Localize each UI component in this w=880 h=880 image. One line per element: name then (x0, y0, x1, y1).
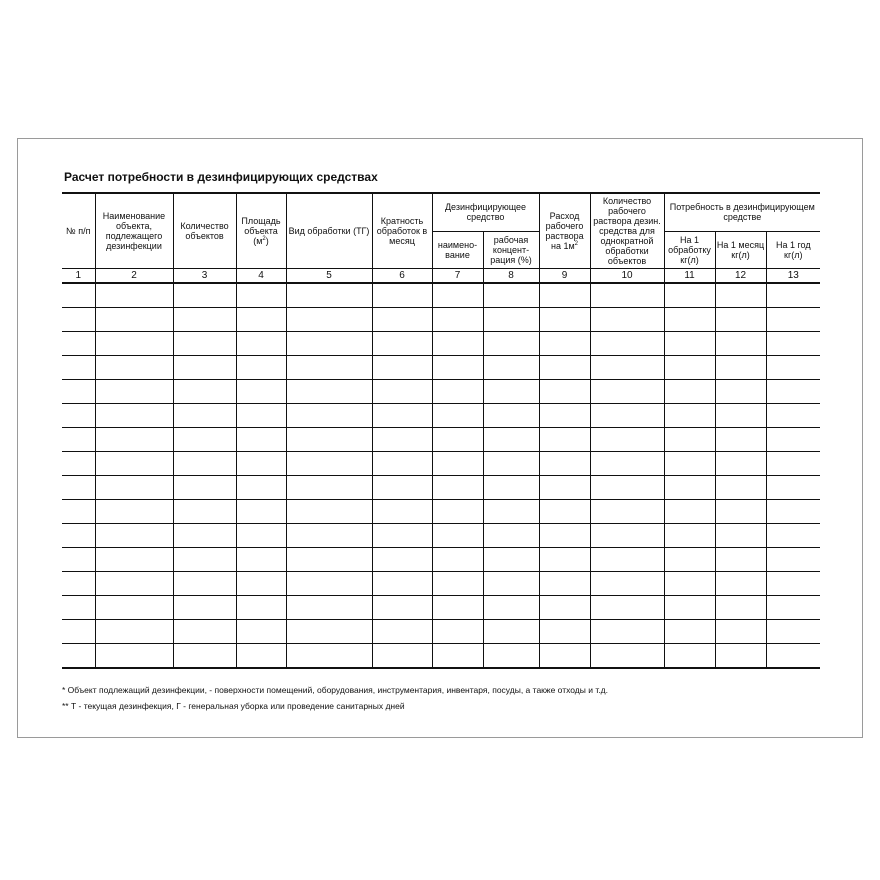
table-cell[interactable] (715, 475, 766, 499)
table-cell[interactable] (483, 619, 539, 643)
table-cell[interactable] (483, 547, 539, 571)
table-row (62, 331, 820, 355)
table-cell[interactable] (664, 379, 715, 403)
table-cell[interactable] (62, 355, 95, 379)
table-cell[interactable] (236, 499, 286, 523)
table-cell[interactable] (715, 523, 766, 547)
table-cell[interactable] (590, 283, 664, 308)
table-cell[interactable] (95, 307, 173, 331)
table-cell[interactable] (715, 331, 766, 355)
table-cell[interactable] (664, 595, 715, 619)
table-cell[interactable] (62, 619, 95, 643)
table-cell[interactable] (95, 283, 173, 308)
table-cell[interactable] (483, 283, 539, 308)
table-cell[interactable] (664, 307, 715, 331)
table-cell[interactable] (664, 523, 715, 547)
table-cell[interactable] (715, 547, 766, 571)
table-cell[interactable] (483, 643, 539, 668)
table-cell[interactable] (286, 379, 372, 403)
table-cell[interactable] (483, 307, 539, 331)
column-number-cell: 11 (664, 268, 715, 283)
table-cell[interactable] (483, 499, 539, 523)
table-cell[interactable] (539, 643, 590, 668)
table-cell[interactable] (664, 283, 715, 308)
table-cell[interactable] (539, 307, 590, 331)
table-cell[interactable] (372, 475, 432, 499)
table-cell[interactable] (590, 475, 664, 499)
table-cell[interactable] (62, 307, 95, 331)
document-title: Расчет потребности в дезинфицирующих средствах (64, 170, 378, 184)
header-disinfectant-name: наимено-вание (432, 231, 483, 268)
table-cell[interactable] (766, 307, 820, 331)
table-cell[interactable] (483, 523, 539, 547)
table-cell[interactable] (236, 331, 286, 355)
table-cell[interactable] (173, 451, 236, 475)
header-need-per-year: На 1 год кг(л) (766, 231, 820, 268)
table-row (62, 595, 820, 619)
table-cell[interactable] (236, 571, 286, 595)
table-cell[interactable] (286, 475, 372, 499)
table-cell[interactable] (766, 547, 820, 571)
header-object-area-unit: (м (253, 235, 263, 246)
table-cell[interactable] (664, 451, 715, 475)
table-cell[interactable] (372, 595, 432, 619)
table-cell[interactable] (95, 643, 173, 668)
table-cell[interactable] (432, 403, 483, 427)
table-cell[interactable] (715, 307, 766, 331)
column-number-cell: 6 (372, 268, 432, 283)
table-cell[interactable] (372, 571, 432, 595)
column-number-cell: 1 (62, 268, 95, 283)
table-cell[interactable] (173, 427, 236, 451)
table-cell[interactable] (664, 331, 715, 355)
table-cell[interactable] (432, 307, 483, 331)
table-cell[interactable] (286, 523, 372, 547)
table-cell[interactable] (715, 379, 766, 403)
table-cell[interactable] (62, 403, 95, 427)
table-cell[interactable] (539, 571, 590, 595)
table-cell[interactable] (590, 523, 664, 547)
table-cell[interactable] (766, 475, 820, 499)
table-cell[interactable] (483, 595, 539, 619)
table-cell[interactable] (286, 547, 372, 571)
table-cell[interactable] (173, 403, 236, 427)
table-cell[interactable] (539, 379, 590, 403)
column-number-cell: 4 (236, 268, 286, 283)
table-cell[interactable] (432, 427, 483, 451)
table-cell[interactable] (173, 475, 236, 499)
table-cell[interactable] (62, 571, 95, 595)
column-number-cell: 9 (539, 268, 590, 283)
table-cell[interactable] (236, 427, 286, 451)
table-cell[interactable] (590, 619, 664, 643)
table-cell[interactable] (590, 307, 664, 331)
table-cell[interactable] (236, 451, 286, 475)
table-cell[interactable] (286, 307, 372, 331)
table-cell[interactable] (95, 331, 173, 355)
disinfectant-calculation-table (62, 192, 820, 669)
table-cell[interactable] (173, 595, 236, 619)
table-row (62, 523, 820, 547)
table-cell[interactable] (95, 451, 173, 475)
header-number: № п/п (62, 193, 95, 268)
table-cell[interactable] (766, 331, 820, 355)
header-group-need: Потребность в дезинфицирующем средстве (664, 193, 820, 231)
table-cell[interactable] (62, 427, 95, 451)
column-number-cell: 10 (590, 268, 664, 283)
table-cell[interactable] (95, 619, 173, 643)
header-object-area-unit-close: ) (265, 235, 269, 246)
table-cell[interactable] (483, 331, 539, 355)
table-cell[interactable] (432, 595, 483, 619)
table-cell[interactable] (664, 643, 715, 668)
header-solution-consumption (539, 193, 590, 268)
table-cell[interactable] (715, 571, 766, 595)
table-cell[interactable] (715, 643, 766, 668)
table-cell[interactable] (664, 619, 715, 643)
table-cell[interactable] (766, 499, 820, 523)
header-object-area (236, 193, 286, 268)
table-cell[interactable] (173, 331, 236, 355)
column-number-cell: 12 (715, 268, 766, 283)
table-cell[interactable] (664, 355, 715, 379)
table-row (62, 475, 820, 499)
table-cell[interactable] (590, 571, 664, 595)
table-cell[interactable] (715, 595, 766, 619)
table-row (62, 547, 820, 571)
table-cell[interactable] (286, 499, 372, 523)
table-cell[interactable] (173, 355, 236, 379)
table-cell[interactable] (715, 283, 766, 308)
table-cell[interactable] (95, 571, 173, 595)
table-cell[interactable] (590, 595, 664, 619)
table-cell[interactable] (236, 403, 286, 427)
table-cell[interactable] (664, 571, 715, 595)
table-cell[interactable] (173, 619, 236, 643)
table-cell[interactable] (590, 379, 664, 403)
table-cell[interactable] (236, 643, 286, 668)
footnotes (62, 682, 608, 714)
table-cell[interactable] (432, 499, 483, 523)
table-cell[interactable] (432, 475, 483, 499)
header-row-top (62, 193, 820, 231)
table-cell[interactable] (95, 475, 173, 499)
table-cell[interactable] (539, 331, 590, 355)
table-cell[interactable] (715, 499, 766, 523)
table-cell[interactable] (664, 499, 715, 523)
header-need-per-treatment: На 1 обработку кг(л) (664, 231, 715, 268)
column-number-cell: 2 (95, 268, 173, 283)
table-cell[interactable] (372, 619, 432, 643)
table-cell[interactable] (766, 427, 820, 451)
table-cell[interactable] (286, 283, 372, 308)
table-cell[interactable] (286, 403, 372, 427)
column-number-cell: 7 (432, 268, 483, 283)
table-cell[interactable] (664, 547, 715, 571)
table-cell[interactable] (590, 331, 664, 355)
table-cell[interactable] (539, 355, 590, 379)
table-cell[interactable] (236, 475, 286, 499)
table-cell[interactable] (590, 355, 664, 379)
table-cell[interactable] (539, 547, 590, 571)
table-cell[interactable] (372, 379, 432, 403)
column-number-cell: 8 (483, 268, 539, 283)
table-cell[interactable] (286, 451, 372, 475)
table-cell[interactable] (715, 355, 766, 379)
table-cell[interactable] (173, 643, 236, 668)
table-cell[interactable] (766, 595, 820, 619)
table-cell[interactable] (766, 451, 820, 475)
table-cell[interactable] (95, 499, 173, 523)
table-cell[interactable] (236, 307, 286, 331)
table-cell[interactable] (236, 619, 286, 643)
table-cell[interactable] (715, 403, 766, 427)
table-cell[interactable] (173, 571, 236, 595)
table-row (62, 379, 820, 403)
table-cell[interactable] (95, 427, 173, 451)
table-cell[interactable] (432, 547, 483, 571)
header-solution-quantity: Количество рабочего раствора дезин. средства для однократной обработки объектов (590, 193, 664, 268)
table-cell[interactable] (62, 475, 95, 499)
table-cell[interactable] (173, 523, 236, 547)
table-cell[interactable] (432, 451, 483, 475)
table-body (62, 283, 820, 668)
table-cell[interactable] (62, 595, 95, 619)
table-cell[interactable] (372, 499, 432, 523)
table-cell[interactable] (715, 427, 766, 451)
table-cell[interactable] (715, 619, 766, 643)
table-row (62, 355, 820, 379)
table-cell[interactable] (236, 379, 286, 403)
table-cell[interactable] (483, 403, 539, 427)
table-cell[interactable] (590, 403, 664, 427)
table-cell[interactable] (173, 307, 236, 331)
column-number-cell: 13 (766, 268, 820, 283)
table-cell[interactable] (539, 451, 590, 475)
header-treatment-type: Вид обработки (ТГ) (286, 193, 372, 268)
table-cell[interactable] (286, 355, 372, 379)
header-need-per-month: На 1 месяц кг(л) (715, 231, 766, 268)
table-cell[interactable] (664, 475, 715, 499)
table-cell[interactable] (236, 595, 286, 619)
table-cell[interactable] (766, 379, 820, 403)
footnote-object: * Объект подлежащий дезинфекции, - поверхности помещений, оборудования, инструментария, инвентаря, посуды, а также отходы и т.д. (62, 685, 608, 695)
table-cell[interactable] (62, 331, 95, 355)
footnote-treatment-type: ** Т - текущая дезинфекция, Г - генеральная уборка или проведение санитарных дней (62, 701, 405, 711)
table-cell[interactable] (286, 643, 372, 668)
table-row (62, 283, 820, 308)
table-cell[interactable] (95, 595, 173, 619)
table-cell[interactable] (766, 643, 820, 668)
table-cell[interactable] (286, 619, 372, 643)
table-row (62, 619, 820, 643)
table-cell[interactable] (766, 523, 820, 547)
table-cell[interactable] (664, 403, 715, 427)
table-cell[interactable] (483, 451, 539, 475)
column-number-cell: 3 (173, 268, 236, 283)
table-cell[interactable] (432, 331, 483, 355)
table-cell[interactable] (236, 355, 286, 379)
table-cell[interactable] (236, 523, 286, 547)
table-cell[interactable] (62, 643, 95, 668)
table-cell[interactable] (62, 547, 95, 571)
table-cell[interactable] (766, 403, 820, 427)
table-cell[interactable] (590, 451, 664, 475)
table-cell[interactable] (766, 571, 820, 595)
table-cell[interactable] (372, 643, 432, 668)
table-cell[interactable] (236, 283, 286, 308)
table-cell[interactable] (372, 427, 432, 451)
table-cell[interactable] (173, 547, 236, 571)
header-object-area-label: Площадь объекта (241, 215, 281, 236)
header-working-concentration: рабочая концент-рация (%) (483, 231, 539, 268)
table-cell[interactable] (372, 547, 432, 571)
table-cell[interactable] (286, 571, 372, 595)
table-row (62, 451, 820, 475)
table-cell[interactable] (715, 451, 766, 475)
table-cell[interactable] (62, 379, 95, 403)
header-object-name: Наименование объекта, подлежащего дезинфекции (95, 193, 173, 268)
table-row (62, 643, 820, 668)
table-cell[interactable] (432, 571, 483, 595)
table-cell[interactable] (539, 403, 590, 427)
column-number-row (62, 268, 820, 283)
table-cell[interactable] (95, 523, 173, 547)
table-cell[interactable] (62, 451, 95, 475)
table-cell[interactable] (483, 571, 539, 595)
table-cell[interactable] (590, 643, 664, 668)
table-cell[interactable] (483, 355, 539, 379)
table-cell[interactable] (432, 355, 483, 379)
table-cell[interactable] (539, 595, 590, 619)
header-treatment-frequency: Кратность обработок в месяц (372, 193, 432, 268)
table-cell[interactable] (95, 379, 173, 403)
table-cell[interactable] (286, 595, 372, 619)
table-cell[interactable] (432, 643, 483, 668)
table-row (62, 499, 820, 523)
table-cell[interactable] (95, 403, 173, 427)
table-row (62, 403, 820, 427)
table-cell[interactable] (539, 619, 590, 643)
table-cell[interactable] (766, 619, 820, 643)
table-cell[interactable] (539, 283, 590, 308)
header-object-area-unit-sup: 2 (262, 235, 266, 242)
table-cell[interactable] (590, 427, 664, 451)
table-cell[interactable] (766, 283, 820, 308)
table-cell[interactable] (372, 451, 432, 475)
table-cell[interactable] (286, 331, 372, 355)
table-cell[interactable] (95, 547, 173, 571)
header-object-count: Количество объектов (173, 193, 236, 268)
table-row (62, 571, 820, 595)
table-cell[interactable] (173, 379, 236, 403)
table-cell[interactable] (664, 427, 715, 451)
table-cell[interactable] (539, 427, 590, 451)
table-cell[interactable] (286, 427, 372, 451)
table-cell[interactable] (483, 475, 539, 499)
table-cell[interactable] (372, 283, 432, 308)
table-cell[interactable] (539, 499, 590, 523)
table-cell[interactable] (539, 475, 590, 499)
table-row (62, 427, 820, 451)
table-cell[interactable] (372, 307, 432, 331)
table-cell[interactable] (432, 619, 483, 643)
table-cell[interactable] (372, 403, 432, 427)
table-cell[interactable] (483, 427, 539, 451)
table-cell[interactable] (372, 523, 432, 547)
header-group-disinfectant: Дезинфицирующее средство (432, 193, 539, 231)
table-cell[interactable] (590, 499, 664, 523)
table-cell[interactable] (432, 283, 483, 308)
table-cell[interactable] (95, 355, 173, 379)
table-cell[interactable] (432, 379, 483, 403)
table-cell[interactable] (173, 283, 236, 308)
table-cell[interactable] (372, 355, 432, 379)
table-cell[interactable] (62, 523, 95, 547)
table-cell[interactable] (62, 283, 95, 308)
table-cell[interactable] (236, 547, 286, 571)
table-cell[interactable] (173, 499, 236, 523)
header-solution-consumption-label: Расход рабочего раствора на 1м (545, 210, 584, 251)
table-cell[interactable] (539, 523, 590, 547)
table-cell[interactable] (590, 547, 664, 571)
column-number-cell: 5 (286, 268, 372, 283)
table-cell[interactable] (766, 355, 820, 379)
table-cell[interactable] (432, 523, 483, 547)
table-row (62, 307, 820, 331)
table-cell[interactable] (372, 331, 432, 355)
table-cell[interactable] (62, 499, 95, 523)
header-solution-consumption-sup: 2 (574, 240, 579, 247)
table-cell[interactable] (483, 379, 539, 403)
